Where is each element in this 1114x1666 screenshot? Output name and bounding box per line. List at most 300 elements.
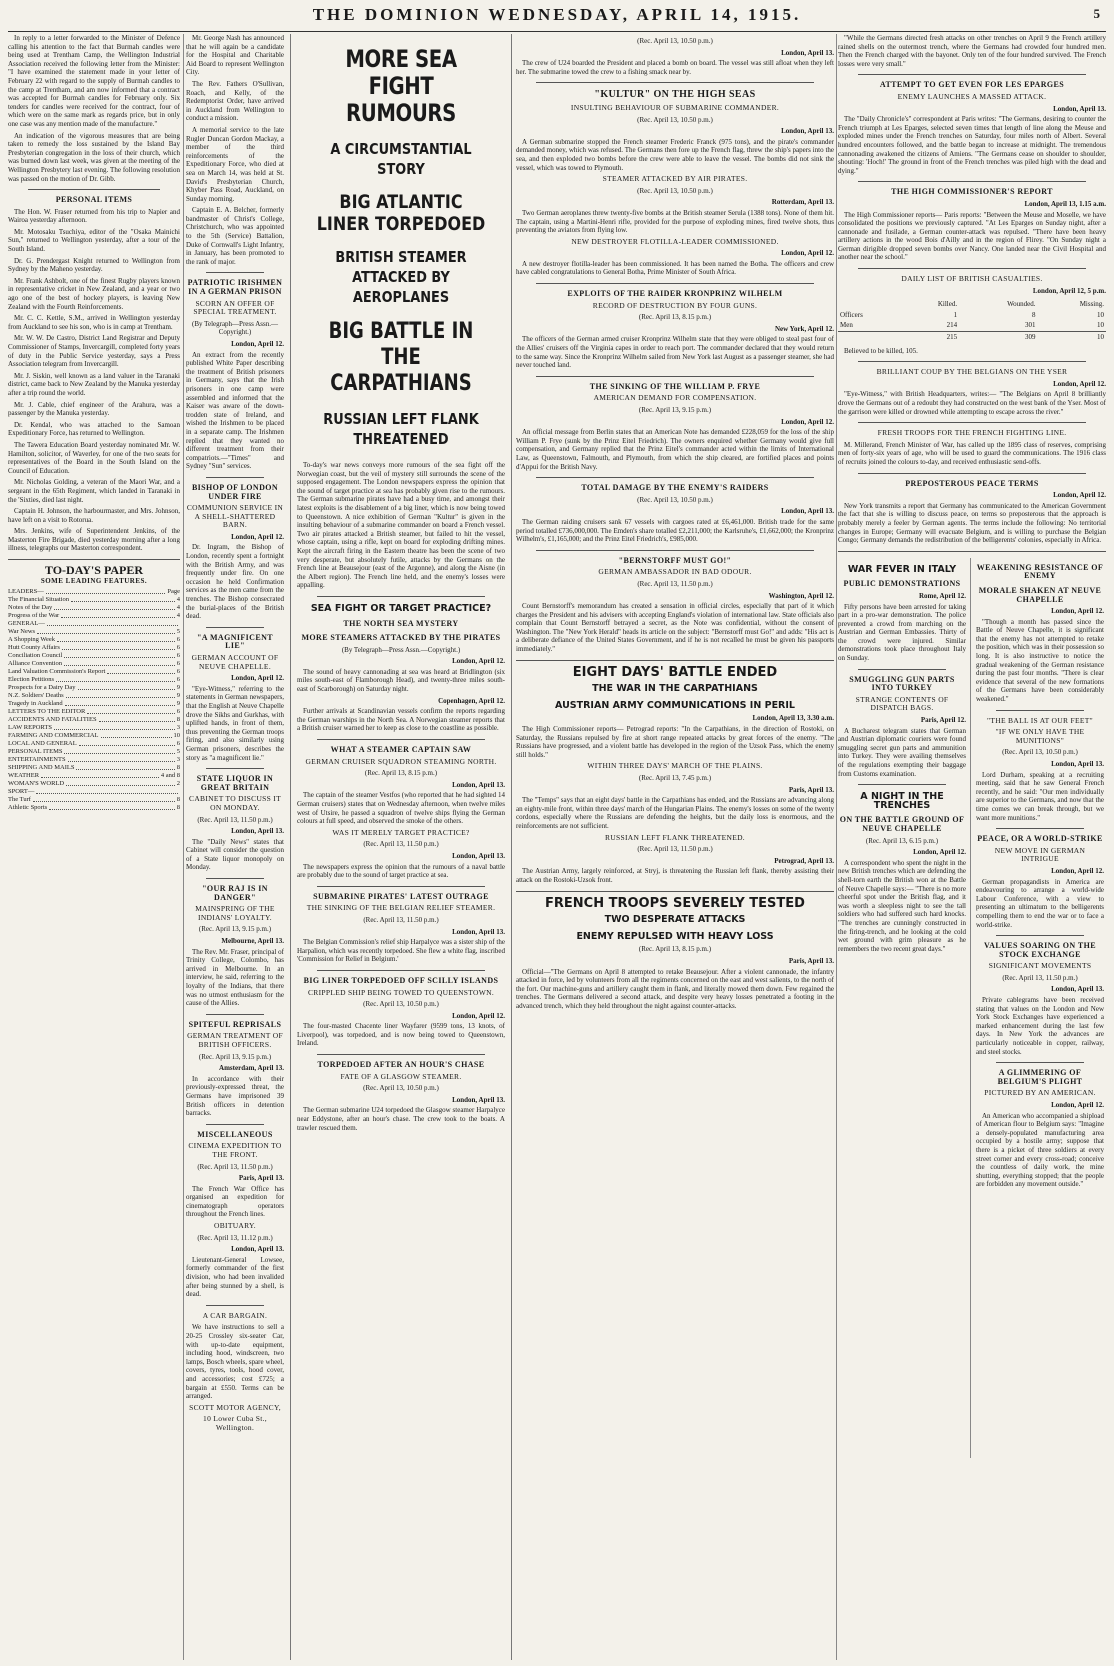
toc-leader: [62, 644, 175, 650]
toc-row: [8, 652, 180, 660]
subheadline: AUSTRIAN ARMY COMMUNICATIONS IN PERIL: [555, 699, 795, 711]
subheadline: GERMAN CRUISER SQUADRON STEAMING NORTH.: [305, 756, 497, 766]
personal-item: Mrs. Jenkins, wife of Superintendent Jenkins, of the Masterton Fire Brigade, died yesterday morning after a long illness, telegraphs our Masterton correspondent.: [8, 527, 180, 553]
dateline: London, April 13.: [781, 507, 834, 516]
advert-signature: SCOTT MOTOR AGENCY,: [189, 1402, 281, 1412]
toc-page: 2: [176, 780, 180, 788]
toc-page: 8: [176, 764, 180, 772]
toc-label: WOMAN'S WORLD: [8, 780, 65, 788]
toc-label: N.Z. Soldiers' Deaths: [8, 692, 64, 700]
subheadline: WITHIN THREE DAYS' MARCH OF THE PLAINS.: [587, 761, 763, 771]
headline: SMUGGLING GUN PARTS INTO TURKEY: [849, 674, 955, 693]
article-body: Lord Durham, speaking at a recruiting meeting, said that he saw General French recently, and he said: "Our men individually are superior to the Germans, and now that the time comes we can break through, but we want more munitions.": [976, 770, 1104, 822]
divider: [996, 1062, 1084, 1063]
table-header-row: [838, 299, 1106, 310]
toc-row: [8, 796, 180, 804]
article-body: Count Bernstorff's memorandum has created a sensation in official circles, especially that part of it which charges the President and his advisers with accepting England's violation of international law. State officials also complain that Count Bernstorff betrayed a secret, as the Note was confidential, without the consent of Washington. The "New York Herald" heads its article on the subject: "Bernstorff must Go!" and adds: "His act is a deliberate defiance of the United States Government, and if he is not recalled he must be given his passports immediately.": [516, 602, 834, 654]
article-body: Fifty persons have been arrested for taking part in a pro-war demonstration. The police prevented a crowd from marching on the Austrian and German Embassies. Thirty of the crowd were injured. Similar demonstrations took place throughout Italy on Sunday.: [838, 602, 966, 663]
divider: [536, 477, 814, 478]
dateline: Rotterdam, April 13.: [771, 198, 834, 207]
toc-row: [8, 604, 180, 612]
divider: [996, 935, 1084, 936]
divider: [206, 272, 264, 273]
headline: MISCELLANEOUS: [197, 1129, 273, 1139]
toc-page: 3: [176, 756, 180, 764]
newspaper-title: THE DOMINION WEDNESDAY, APRIL 14, 1915.: [312, 5, 802, 24]
headline: PEACE, OR A WORLD-STRIKE: [977, 834, 1103, 844]
toc-label: Conciliation Council: [8, 652, 63, 660]
toc-page: 4: [176, 596, 180, 604]
dateline: Amsterdam, April 13.: [219, 1064, 284, 1073]
subheadline: ENEMY REPULSED WITH HEAVY LOSS: [576, 930, 774, 942]
subheadline: RUSSIAN LEFT FLANK THREATENED.: [605, 832, 745, 842]
received-line: (Rec. April 13, 11.50 p.m.): [637, 845, 713, 854]
divider: [206, 627, 264, 628]
divider: [858, 473, 1086, 474]
subheadline: WAS IT MERELY TARGET PRACTICE?: [332, 827, 470, 837]
headline: SPITEFUL REPRISALS: [188, 1019, 282, 1029]
column-divider: [970, 558, 971, 1458]
toc-label: Progress of the War: [8, 612, 60, 620]
article-paragraph: Mr. George Nash has announced that he will again be a candidate for the Hospital and Charitable Aid Board to represent Wellington City.: [186, 34, 284, 77]
toc-row: [8, 692, 180, 700]
toc-label: Athletic Sports: [8, 804, 48, 812]
personal-item: Captain H. Johnson, the harbourmaster, and Mrs. Johnson, have left on a visit to Rotorua.: [8, 507, 180, 524]
toc-leader: [49, 804, 175, 810]
headline: PATRIOTIC IRISHMEN IN A GERMAN PRISON: [187, 278, 283, 297]
toc-list: [8, 588, 180, 812]
toc-leader: [61, 612, 175, 618]
toc-page: 6: [176, 740, 180, 748]
personal-item: Mr. Frank Ashbolt, one of the finest Rugby players known in representative cricket in New Zealand, and a year or two ago one of the best of hockey players, is leaving New Zealand with the Fourth Reinforcements.: [8, 276, 180, 311]
dateline: London, April 12.: [1051, 866, 1104, 875]
subheadline: STEAMER ATTACKED BY AIR PIRATES.: [602, 174, 748, 184]
subheadline: "THE BALL IS AT OUR FEET": [987, 715, 1093, 725]
lead-deck: A CIRCUMSTANTIAL STORY: [330, 140, 472, 178]
subheadline: AMERICAN DEMAND FOR COMPENSATION.: [593, 393, 757, 403]
table-cell: 309: [1024, 333, 1036, 342]
article-body: German propagandists in America are endeavouring to arrange a world-wide Labour Conference, with a view to presenting an ultimatum to the belligerents compelling them to end the war or to face a world-strike.: [976, 877, 1104, 929]
subheadline: RECORD OF DESTRUCTION BY FOUR GUNS.: [592, 300, 758, 310]
lead-deck: RUSSIAN LEFT FLANK THREATENED: [323, 410, 479, 448]
article-body: The "Temps" says that an eight days' battle in the Carpathians has ended, and the Russians are advancing along an eighty-mile front, within three days' march of the Hungarian Plains. The enemy's losses on some of the twenty cordons, especially where the Russians are defending the heights, but the daily loss is enormous, and the reinforcements are not sufficient.: [516, 796, 834, 830]
toc-row: [8, 708, 180, 716]
headline: SEA FIGHT OR TARGET PRACTICE?: [310, 602, 492, 614]
article-body: Two German aeroplanes threw twenty-five bombs at the British steamer Serula (1388 tons). None of them hit. The captain, using a Martini-Henri rifle, provided for the purpose of exploding mines, fired twelve shots, thus preventing the aviators from flying low.: [516, 208, 834, 235]
toc-leader: [37, 628, 175, 634]
article-paragraph: An indication of the vigorous measures that are being taken to remedy the loss sustained by the Island Bay Presbyterian congregation in the loss of their church, which was burned down last week, was given at the meeting of the Wellington Presbytery last evening. The following resolution was passed on the motion of Dr. Gibb.: [8, 131, 180, 183]
personal-item: Dr. Kendal, who was attached to the Samoan Expeditionary Force, has returned to Wellington.: [8, 420, 180, 438]
article-body: The High Commissioner reports— Petrograd reports: "In the Carpathians, in the direction of Rostoki, on Saturday, the Russians repulsed by fire at short range repeated attacks by great forces of the enemy. "The Russians have progressed, and a violent battle has developed in the region of the Uzsok Pass, which the enemy still holds.": [516, 725, 834, 759]
toc-row: [8, 628, 180, 636]
toc-label: ACCIDENTS AND FATALITIES: [8, 716, 97, 724]
lead-headline: MORE SEA FIGHT RUMOURS: [345, 45, 457, 127]
received-line: (By Telegraph—Press Assn.—Copyright.): [341, 645, 461, 654]
received-line: (Rec. April 13, 11.50 p.m.): [1002, 973, 1078, 982]
toc-label: LAW REPORTS: [8, 724, 52, 732]
toc-row: [8, 716, 180, 724]
received-line: (Rec. April 13, 11.50 p.m.): [197, 815, 273, 824]
subheadline: FRESH TROOPS FOR THE FRENCH FIGHTING LINE.: [877, 428, 1067, 438]
toc-row: [8, 644, 180, 652]
subheadline: TWO DESPERATE ATTACKS: [604, 914, 746, 926]
article-paragraph: In reply to a letter forwarded to the Minister of Defence calling his attention to the fact that Burmah candles were being used at Trentham Camp, the Wellington Industrial Association received the following letter from the Minister: "I have examined the statement made in your letter of February 22 with regard to the supply of Burmah candles to the camp at Trentham, and am now informed that a contract was accepted for Burmah candles for February only. Six tenders for candles were received for the contract, four of which were on the same mark as regards price, but in only one case was any mention made of the manufacture.": [8, 34, 180, 128]
dateline: London, April 13.: [452, 927, 505, 936]
toc-leader: [64, 652, 174, 658]
received-line: (Rec. April 13, 8.15 p.m.): [638, 313, 712, 322]
toc-subtitle: SOME LEADING FEATURES.: [40, 576, 148, 585]
table-header-cell: Killed.: [937, 300, 958, 309]
article-body: Dr. Ingram, the Bishop of London, recently spent a fortnight with the British Army, and was frequently under fire. On one occasion he held Confirmation services as the men came from the trenches. The Bishop consecrated the burial-places of the British dead.: [186, 543, 284, 621]
headline: SUBMARINE PIRATES' LATEST OUTRAGE: [313, 891, 489, 901]
divider: [317, 1054, 485, 1055]
article-body: A new destroyer flotilla-leader has been commissioned. It has been named the Botha. The officers and crew have cabled congratulations to General Botha, Prime Minister of South Africa.: [516, 259, 834, 277]
toc-label: Election Petitions: [8, 676, 55, 684]
table-cell: 10: [1097, 333, 1104, 342]
received-line: (Rec. April 13, 11.12 p.m.): [197, 1233, 273, 1242]
toc-page: 5: [176, 628, 180, 636]
dateline: London, April 13.: [231, 1245, 284, 1254]
toc-leader: [36, 788, 178, 794]
article-body: The four-masted Chacente liner Wayfarer (9599 tons, 13 knots, of Liverpool), was torpedoed, and is now being towed to Queenstown, Ireland.: [297, 1022, 505, 1048]
received-line: (Rec. April 13, 9.15 p.m.): [638, 406, 712, 414]
toc-row: [8, 724, 180, 732]
toc-page: 6: [176, 660, 180, 668]
dateline: Paris, April 13.: [788, 785, 834, 794]
page-number: 5: [1093, 6, 1100, 21]
table-cell: 301: [1024, 321, 1036, 330]
split-columns: [838, 558, 1106, 1458]
divider: [8, 559, 180, 560]
toc-leader: [99, 716, 175, 722]
headline: EIGHT DAYS' BATTLE ENDED: [572, 664, 778, 680]
headline: "OUR RAJ IS IN DANGER": [202, 884, 268, 902]
toc-page: Page: [167, 588, 180, 596]
dateline: London, April 12.: [231, 674, 284, 683]
dateline: London, April 13.: [452, 1095, 505, 1104]
dateline: London, April 13, 1.15 a.m.: [1024, 199, 1106, 208]
divider: [516, 891, 834, 892]
dateline: London, April 12.: [1051, 607, 1104, 616]
personal-item: The Hon. W. Fraser returned from his trip to Napier and Wairoa yesterday afternoon.: [8, 207, 180, 225]
toc-leader: [78, 684, 175, 690]
received-line: (Rec. April 13, 10.50 p.m.): [637, 186, 713, 195]
received-line: (Rec. April 13, 11.50 p.m.): [197, 1162, 273, 1171]
toc-label: SHIPPING AND MAILS: [8, 764, 75, 772]
subheadline: "IF WE ONLY HAVE THE MUNITIONS": [995, 727, 1085, 745]
article-body: The crew of U24 boarded the President and placed a bomb on board. The vessel was still afloat when they left her. The submarine towed the crew to a fishing smack near by.: [516, 59, 834, 76]
article-body: An official message from Berlin states that an American Note has demanded £228,059 for the loss of the ship William P. Frye (sunk by the Prinz Eitel Friedrich). The owners enquired whether Germany would give full compensation, and Germany replied that the Prinz Eitel's commander acted within the limits of International Law, as Queenstown, Falmouth, and Plymouth, from which the ship cleared, are fortified places and points d'Appui for the British Navy.: [516, 428, 834, 471]
toc-label: LETTERS TO THE EDITOR: [8, 708, 86, 716]
subheadline: THE NORTH SEA MYSTERY: [343, 618, 459, 628]
dateline: London, April 12.: [1051, 1101, 1104, 1109]
personal-item: Mr. Nicholas Golding, a veteran of the Maori War, and a sergeant in the 65th Regiment, which landed in Taranaki in the 'Sixties, died last night.: [8, 478, 180, 504]
personal-item: Mr. C. C. Kettle, S.M., arrived in Wellington yesterday from Auckland to see his son, who is in camp at Trentham.: [8, 314, 180, 331]
toc-page: 4: [176, 604, 180, 612]
subheadline: DAILY LIST OF BRITISH CASUALTIES.: [901, 274, 1043, 284]
toc-leader: [87, 708, 174, 714]
subheadline: PUBLIC DEMONSTRATIONS: [843, 579, 961, 589]
toc-row: [8, 764, 180, 772]
advert-body: We have instructions to sell a 20-25 Crossley six-seater Car, with up-to-date equipment, including hood, windscreen, two lamps, Bosch wheels, spare wheel, covers, tyres, tools, hood cover, and accessories; cost £725; a bargain at £550. Terms can be arranged.: [186, 1323, 284, 1401]
article-body: "While the Germans directed fresh attacks on other trenches on April 9 the French artillery rained shells on the outermost trench, where the Germans had crowded four hundred men. Then the French charged with the bayonet. Only ten of the four hundred survived. The French losses were very small.": [838, 34, 1106, 68]
dateline: London, April 12.: [231, 532, 284, 541]
article-body: The captain of the steamer Vestfos (who reported that he had sighted 14 German cruisers) states that on Wednesday afternoon, when twelve miles west of Utsire, he passed a squadron of twelve ships flying the German colours at full speed, and observed the smoke of the others.: [297, 791, 505, 826]
toc-row: [8, 740, 180, 748]
received-line: (Rec. April 13, 11.50 p.m.): [363, 840, 439, 849]
subheadline: CRIPPLED SHIP BEING TOWED TO QUEENSTOWN.: [307, 987, 495, 997]
personal-item: Mr. Motosaku Tsuchiya, editor of the "Osaka Mainichi Sun," returned to Wellington yesterday, after a tour of the South Island.: [8, 227, 180, 254]
toc-row: [8, 620, 180, 628]
column-5: [838, 34, 1106, 1660]
toc-label: PERSONAL ITEMS: [8, 748, 63, 756]
column-3-lead-story: [290, 34, 512, 1660]
table-header-cell: Missing.: [1079, 300, 1104, 309]
table-row: [838, 310, 1106, 321]
toc-label: Prospects for a Dairy Day: [8, 684, 76, 692]
divider: [996, 828, 1084, 829]
toc-page: 9: [176, 692, 180, 700]
toc-leader: [66, 780, 175, 786]
article-body: "Eye-Witness," referring to the statements in German newspapers, that the English at Neuve Chapelle drove the Sikhs and Gurkhas, with uplifted hands, in front of them, thus preventing the German troops firing, and also similarly using German prisoners, describes the story as "a magnificent lie.": [186, 684, 284, 762]
divider: [858, 361, 1086, 362]
toc-leader: [76, 764, 174, 770]
toc-row: [8, 748, 180, 756]
article-body: The sound of heavy cannonading at sea was heard at Bridlington (six miles south-east of Flamborough Head), and twenty-three miles south-east of Scarborough) on Saturday night.: [297, 667, 505, 694]
subheadline: STRANGE CONTENTS OF DISPATCH BAGS.: [855, 694, 949, 713]
divider: [858, 784, 946, 785]
received-line: (Rec. April 13, 9.15 p.m.): [198, 1052, 272, 1061]
article-body: Lieutenant-General Lowsee, formerly commander of the first division, who had been invalided after being stunned by a shell, is dead.: [186, 1255, 284, 1299]
article-body: The "Daily Chronicle's" correspondent at Paris writes: "The Germans, desiring to counter the French triumph at Les Eparges, selected seven times that length of line along the Meuse and exploded mines under the French trenches on Saturday, four miles north of Albert. Several hundred encounters followed, and the battle began to increase at midnight. The tremendous cannonading awakened the citizens of Amiens. "The Germans cease on shoulder to shoulder, shouting: 'Hoch!' The ground in front of the French trenches was piled high with the dead and dying.": [838, 115, 1106, 175]
toc-leader: [54, 724, 175, 730]
headline: EXPLOITS OF THE RAIDER KRONPRINZ WILHELM: [567, 289, 783, 299]
toc-label: WEATHER: [8, 772, 40, 780]
toc-page: 5: [176, 748, 180, 756]
toc-row: [8, 676, 180, 684]
toc-page: 4 and 8: [160, 772, 180, 780]
article-body: M. Millerand, French Minister of War, has called up the 1895 class of reserves, comprising men of forty-six years of age, who will be used to guard the communications. The 1916 class of recruits joined the colours to-day, and received enthusiastic send-offs.: [838, 440, 1106, 466]
casualty-note: Believed to be killed, 105.: [844, 346, 918, 355]
divider: [317, 596, 485, 597]
toc-label: Notes of the Day: [8, 604, 53, 612]
dateline: Petrograd, April 13.: [774, 856, 834, 865]
subheadline: NEW MOVE IN GERMAN INTRIGUE: [994, 845, 1086, 864]
divider: [317, 886, 485, 887]
headline: BISHOP OF LONDON UNDER FIRE: [191, 482, 279, 501]
divider: [206, 1305, 264, 1306]
divider: [858, 669, 946, 670]
toc-label: LEADERS—: [8, 588, 44, 596]
subheadline: ENEMY LAUNCHES A MASSED ATTACK.: [897, 91, 1047, 101]
divider: [996, 710, 1084, 711]
dateline: London, April 12.: [781, 417, 834, 426]
subheadline: GERMAN TREATMENT OF BRITISH OFFICERS.: [187, 1031, 283, 1049]
toc-label: GENERAL—: [8, 620, 45, 628]
table-header-cell: [838, 299, 903, 310]
dateline: London, April 12.: [913, 848, 966, 857]
article-body: "Though a month has passed since the Battle of Neuve Chapelle, it is significant that the enemy has not attempted to retake the position, which was in their possession so long. It is also instructive to notice the gradual weakening of the German resistance during the past four months. "There is clear evidence that several of the new formations of the Germans have been considerably weakened.": [976, 617, 1104, 704]
headline: "BERNSTORFF MUST GO!": [618, 555, 732, 565]
article-paragraph: A memorial service to the late Rugler Duncan Gordon Mackay, a member of the third reinforcements of the Expeditionary Force, who died at sea on March 14, was held at St. David's Presbyterian Church, Khyber Pass Road, Auckland, on Sunday morning.: [186, 125, 284, 203]
dateline: London, April 12.: [1053, 379, 1106, 388]
dateline: Paris, April 12.: [920, 716, 966, 725]
toc-label: War News: [8, 628, 36, 636]
headline: A NIGHT IN THE TRENCHES: [860, 791, 944, 811]
toc-row: [8, 756, 180, 764]
table-cell: 214: [946, 321, 958, 330]
article-body: The newspapers express the opinion that the rumours of a naval battle are probably due to the sound of target practice at sea.: [297, 862, 505, 880]
dateline: Paris, April 13.: [788, 956, 834, 965]
toc-row: [8, 596, 180, 604]
toc-leader: [79, 740, 175, 746]
dateline: London, April 12.: [231, 340, 284, 348]
dateline: London, April 13.: [781, 127, 834, 136]
table-header-cell: Wounded.: [1007, 300, 1036, 309]
received-line: (By Telegraph—Press Assn.—Copyright.): [192, 319, 278, 337]
lead-summary: To-day's war news conveys more rumours of the sea fight off the Norwegian coast, but the veil of mystery still surrounds the scene of the supposed engagement. The London newspapers express the opinion that the sound of target practice at sea has probably given rise to the rumours. The German submarine pirates have had a busy time, and amongst their latest exploits is the disablement of a big liner, which is now being towed to Queenstown. A nice exhibition of German "Kultur" is given in the insulting behaviour of a submarine commander on board a French vessel. Two air pirates attacked a British steamer, but failed to hit the vessel, whose captain, using a rifle, kept on board for exploding drifting mines. Kept the aircraft firing in the Eastern theatre has been the scene of two very desperate, but absolutely futile, attacks by the Germans on the French line at Beausejour (east of the Argonne), and along the Aisne (in the Albert region). The French line held, and the enemy's losses were appalling.: [297, 461, 505, 590]
divider: [858, 74, 1086, 75]
column-divider: [836, 34, 837, 1660]
toc-leader: [65, 700, 175, 706]
subheadline: GERMAN AMBASSADOR IN BAD ODOUR.: [598, 567, 752, 577]
toc-page: 10: [173, 732, 180, 740]
toc-page: 9: [176, 684, 180, 692]
dateline: London, April 13, 3.30 a.m.: [752, 714, 834, 723]
toc-leader: [68, 756, 175, 762]
divider: [858, 268, 1086, 269]
toc-title: TO-DAY'S PAPER: [44, 563, 144, 578]
received-line: (Rec. April 13, 7.45 p.m.): [638, 774, 712, 782]
subheadline: ON THE BATTLE GROUND OF NEUVE CHAPELLE: [839, 815, 965, 833]
divider: [858, 422, 1086, 423]
received-line: (Rec. April 13, 10.50 p.m.): [637, 115, 713, 124]
dateline: London, April 13.: [452, 780, 505, 789]
toc-label: A Shopping Week: [8, 636, 56, 644]
divider: [206, 1124, 264, 1125]
dateline: London, April 13.: [1051, 760, 1104, 768]
article-body: New York transmits a report that Germany has communicated to the American Government the fact that she is willing to discuss peace, on terms so preposterous that the approach is probably merely a feeler by German agents. The terms include the following: No territorial changes in Europe; Germany will evacuate Belgium, and is willing to purchase the Belgian Congo; Germany demands the redistribution of the belligerents' colonies, especially in Africa.: [838, 501, 1106, 545]
casualty-table: [838, 299, 1106, 342]
toc-leader: [56, 676, 175, 682]
toc-row: [8, 788, 180, 796]
article-body: Official—"The Germans on April 8 attempted to retake Beausejour. After a violent cannonade, the infantry attacked in force, led by volunteers from all the regiments concerned on the east and west salients, to the north of the fort. Our machine-guns and artillery caught them in flank, and literally mowed them down. Few regained the trenches. The Germans delivered a second attack, and despite very heavy losses penetrated a footing in the advanced trench, which they held throughout the night against counter-attacks.: [516, 967, 834, 1010]
headline: "A MAGNIFICENT LIE": [196, 632, 274, 651]
toc-row: [8, 668, 180, 676]
divider: [317, 970, 485, 971]
subheadline: THE SINKING OF THE BELGIAN RELIEF STEAMER.: [306, 903, 496, 913]
article-body: The French War Office has organised an expedition for cinematograph operators throughout the French lines.: [186, 1184, 284, 1219]
subheadline: MORE STEAMERS ATTACKED BY THE PIRATES: [301, 633, 501, 643]
article-body: Private cablegrams have been received stating that values on the London and New York Stock Exchanges have experienced a marked enhancement during the last few days. In New York the advances are particularly noticeable in copper, railway, and steel stocks.: [976, 996, 1104, 1056]
toc-leader: [71, 596, 175, 602]
advert-address: 10 Lower Cuba St., Wellington.: [203, 1414, 267, 1432]
article-body: The "Daily News" states that Cabinet will consider the question of a State liquor monopoly on Monday.: [186, 837, 284, 872]
toc-row: [8, 780, 180, 788]
dateline: London, April 13.: [1053, 104, 1106, 113]
toc-row: [8, 684, 180, 692]
divider: [206, 1014, 264, 1015]
toc-page: 8: [176, 716, 180, 724]
advert-title: A CAR BARGAIN.: [202, 1310, 268, 1320]
table-row: [838, 320, 1106, 331]
toc-row: [8, 700, 180, 708]
article-body: A correspondent who spent the night in the new British trenches which are defending the shell-torn earth the British won at the Battle of Neuve Chapelle says:— "There is no more cheerful spot under the British flag, and it was worth a sleepless night to see the tall soldiers who had suffered such hard knocks. "The trenches are cunningly constructed in the firing-trench, and he looking at the cold wet ground with grim pleasure as he remembers the two recent great days.": [838, 858, 966, 953]
subheadline: CABINET TO DISCUSS IT ON MONDAY.: [189, 794, 281, 812]
toc-page: 9: [176, 700, 180, 708]
toc-leader: [66, 692, 175, 698]
subheadline: BRILLIANT COUP BY THE BELGIANS ON THE YSER: [876, 367, 1068, 377]
lead-deck: BIG BATTLE IN THE CARPATHIANS: [328, 319, 474, 396]
article-body: A German submarine stopped the French steamer Frederic Franck (975 tons), and the pirate's commander demanded money, which was refused. The Germans then fore up the French flag, threw the ship's papers into the sea, and then exploded two bombs before the crew were able to leave the vessel. The bombs did not sink the vessel, which was towed to Plymouth.: [516, 137, 834, 172]
dateline: London, April 12.: [452, 657, 505, 666]
received-line: (Rec. April 13, 10.50 p.m.): [363, 1084, 439, 1093]
column-2: [186, 34, 284, 1660]
toc-page: 6: [176, 652, 180, 660]
column-4: [516, 34, 834, 1660]
received-line: (Rec. April 13, 10.50 p.m.): [1002, 748, 1078, 757]
dateline: London, April 13.: [1051, 985, 1104, 994]
toc-page: 4: [176, 612, 180, 620]
subheadline: PICTURED BY AN AMERICAN.: [984, 1088, 1096, 1098]
headline: A GLIMMERING OF BELGIUM'S PLIGHT: [997, 1068, 1083, 1086]
subheadline: SIGNIFICANT MOVEMENTS: [988, 961, 1092, 971]
divider: [536, 82, 814, 83]
personal-item: Dr. G. Prendergast Knight returned to Wellington from Sydney by the Maheno yesterday.: [8, 256, 180, 274]
headline: TOTAL DAMAGE BY THE ENEMY'S RAIDERS: [581, 483, 769, 493]
article-body: The Belgian Commission's relief ship Harpalyce was a sister ship of the Harpalion, which was recently torpedoed. She flew a white flag, inscribed 'Commission for Relief in Belgium.': [297, 938, 505, 964]
toc-leader: [54, 604, 175, 610]
toc-label: Tragedy in Auckland: [8, 700, 63, 708]
personal-item: Mr. W. W. De Castro, District Land Registrar and Deputy Commissioner of Stamps, Invercargill, completed forty years of duty in the Public Service yesterday, says a Press Association telegram from Invercargill.: [8, 334, 180, 369]
article-body: The Austrian Army, largely reinforced, at Stryj, is threatening the Russian left flank, thereby assisting their attack on the Rostoki-Uzsok front.: [516, 867, 834, 884]
table-cell: 1: [953, 310, 958, 319]
subheadline: CINEMA EXPEDITION TO THE FRONT.: [188, 1141, 282, 1159]
toc-leader: [47, 620, 178, 626]
toc-row: [8, 772, 180, 780]
toc-label: The Turf: [8, 796, 31, 804]
headline: WHAT A STEAMER CAPTAIN SAW: [330, 745, 472, 755]
masthead-rule: [8, 31, 1106, 32]
toc-label: SPORT—: [8, 788, 35, 796]
table-cell: 215: [946, 333, 958, 342]
article-paragraph: The Rev. Fathers O'Sullivan, Roach, and Kelly, of the Redemptorist Order, have arrived in Auckland from Wellington to conduct a mission.: [186, 79, 284, 123]
headline: STATE LIQUOR IN GREAT BRITAIN: [196, 774, 274, 792]
divider: [206, 768, 264, 769]
headline: THE SINKING OF THE WILLIAM P. FRYE: [589, 381, 761, 391]
divider: [536, 376, 814, 377]
received-line: (Rec. April 13, 6.15 p.m.): [865, 836, 939, 845]
article-body: The High Commissioner reports— Paris reports: "Between the Meuse and Moselle, we have consolidated the positions we previously captured. "At Les Eparges on Sunday night, after a cannonade and fusilade, a German counter-attack was repulsed. "There have been heavy artillery actions in the wood Bois d'Ailly and in the region of Flirey. "On Sunday night a German dirigible dropped seven bombs over Nancy. One landed near the Civil Hospital and another near the school.": [838, 210, 1106, 262]
column-1: [8, 34, 180, 1660]
subheadline: INSULTING BEHAVIOUR OF SUBMARINE COMMANDER.: [570, 102, 780, 112]
column-divider: [183, 34, 184, 1660]
divider: [516, 660, 834, 661]
lead-deck: BRITISH STEAMER ATTACKED BY AEROPLANES: [335, 248, 467, 306]
toc-label: LOCAL AND GENERAL: [8, 740, 77, 748]
subheadline: FATE OF A GLASGOW STEAMER.: [340, 1071, 462, 1081]
received-line: (Rec. April 13, 10.50 p.m.): [637, 37, 713, 45]
headline: TORPEDOED AFTER AN HOUR'S CHASE: [317, 1060, 485, 1070]
headline: WAR FEVER IN ITALY: [847, 563, 957, 575]
dateline: Melbourne, April 13.: [221, 937, 284, 946]
toc-leader: [33, 796, 175, 802]
table-cell: [838, 332, 903, 343]
article-body: "Eye-Witness," with British Headquarters, writes:— "The Belgians on April 8 brilliantly drove the Germans out of a redoubt they had constructed on the west bank of the Yser. Most of the garrison were killed or drowned while attempting to escape across the river.": [838, 390, 1106, 416]
received-line: (Rec. April 13, 9.15 p.m.): [198, 925, 272, 934]
toc-row: [8, 660, 180, 668]
divider: [838, 551, 1106, 552]
